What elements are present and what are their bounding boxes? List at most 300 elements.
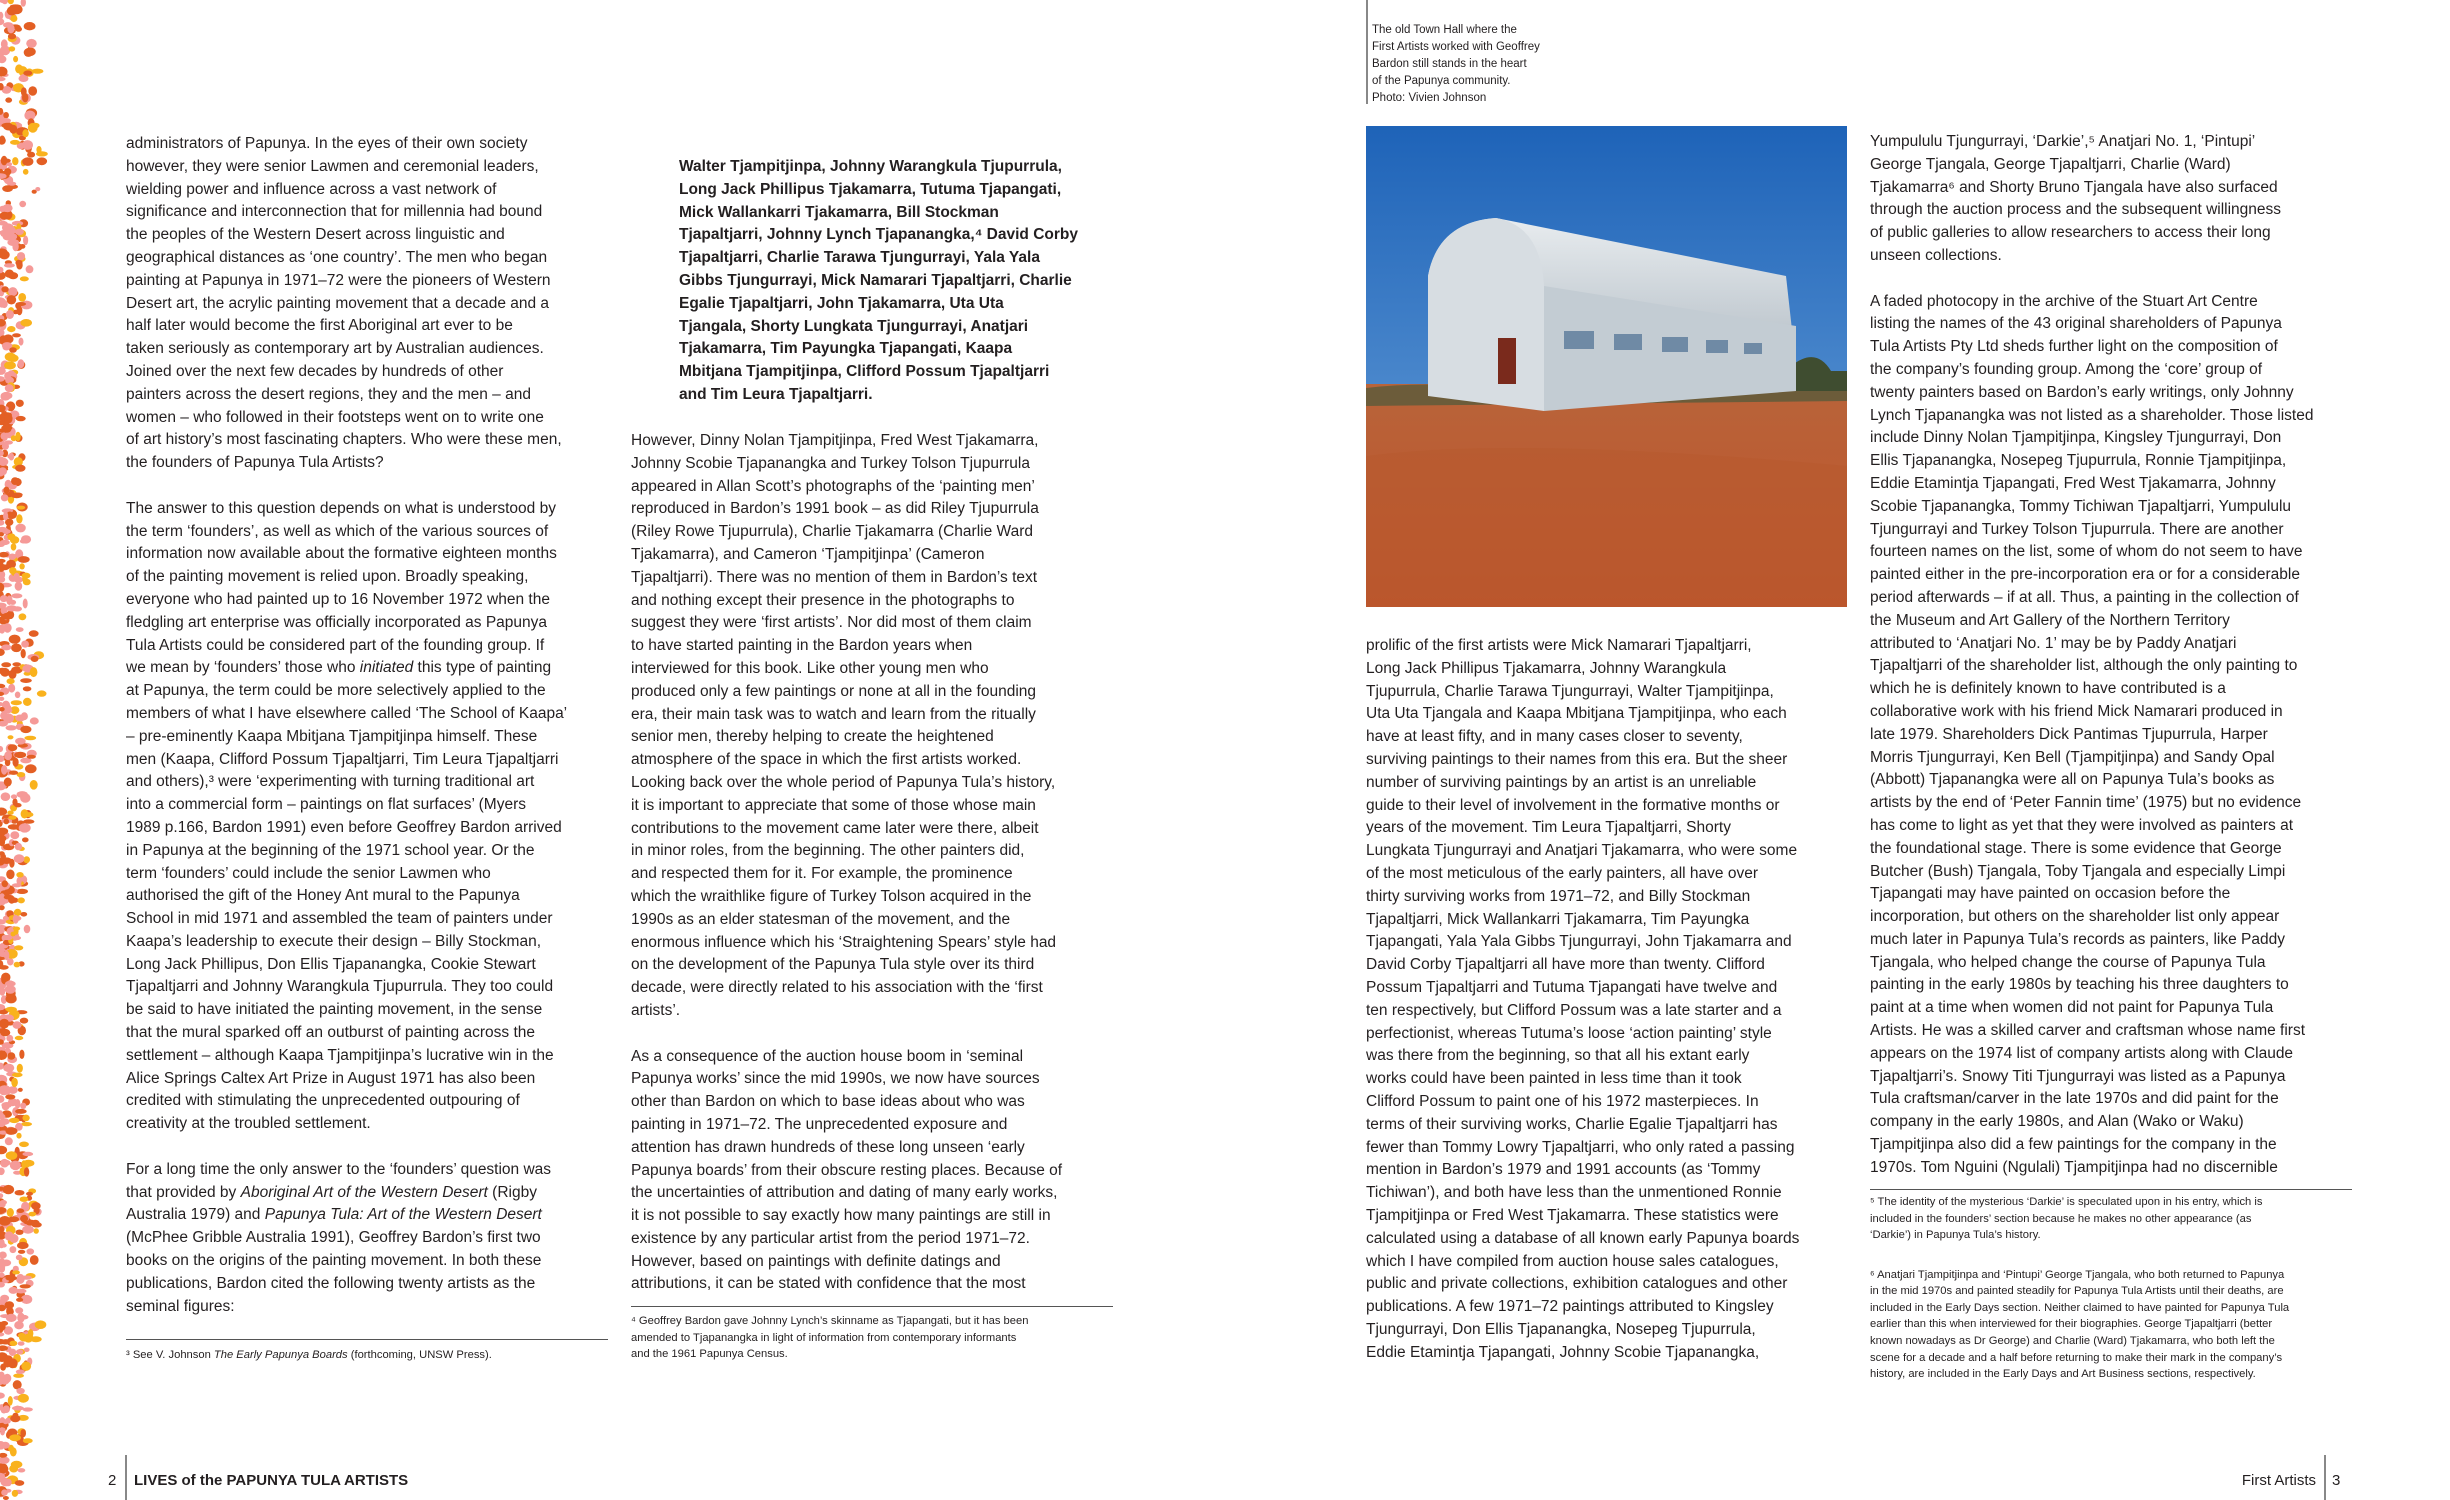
- text-span: this type of painting: [413, 659, 552, 677]
- paint-dot: [6, 995, 17, 1004]
- column-1: [126, 133, 608, 1318]
- paint-dot: [23, 70, 32, 75]
- paint-dot: [7, 326, 15, 332]
- text-line: 1989 p.166, Bardon 1991) even before Geoffrey Bardon arrived: [126, 818, 562, 836]
- paragraph: [631, 1313, 1113, 1363]
- text-line: 1990s as an elder statesman of the movement, and the: [631, 910, 1011, 928]
- paint-dot: [23, 698, 32, 706]
- paint-dot: [0, 1063, 4, 1070]
- paint-dot: [20, 1103, 26, 1109]
- paint-dot: [17, 252, 25, 260]
- text-line: Tjapaltjarri, Mick Wallankarri Tjakamarra, Tim Payungka: [1366, 910, 1750, 928]
- paint-dot: [1, 644, 11, 650]
- text-line: the uncertainties of attribution and dating of many early works,: [631, 1184, 1058, 1202]
- text-line: First Artists worked with Geoffrey: [1372, 41, 1540, 53]
- paint-dot: [0, 697, 4, 701]
- paint-dot: [18, 1333, 26, 1338]
- paragraph: [126, 1347, 608, 1364]
- paint-dot: [31, 656, 39, 662]
- paint-dot: [1, 765, 7, 775]
- text-line: amended to Tjapanangka in light of information from contemporary informants: [631, 1331, 1017, 1344]
- text-line: the Museum and Art Gallery of the Northern Territory: [1870, 611, 2230, 629]
- text-line: Long Jack Phillipus Tjakamarra, Johnny Warangkula: [1366, 659, 1727, 677]
- paint-dot: [6, 1127, 18, 1134]
- paint-dot: [14, 573, 20, 583]
- text-line: calculated using a database of all known early Papunya boards: [1366, 1229, 1800, 1247]
- paint-dot: [13, 758, 19, 767]
- paint-dot: [17, 1242, 29, 1249]
- paint-dot: [10, 1234, 19, 1243]
- paint-dot: [23, 1407, 33, 1411]
- text-line: unseen collections.: [1870, 246, 2002, 264]
- paragraph: [1870, 1267, 2352, 1383]
- text-line: Tichiwan’), and both have less than the unmentioned Ronnie: [1366, 1184, 1782, 1202]
- paint-dot: [3, 487, 9, 494]
- text-line: painting in 1971–72. The unprecedented exposure and: [631, 1115, 1008, 1133]
- paint-dot: [1, 662, 11, 667]
- paint-dot: [11, 435, 17, 441]
- paint-dot: [8, 287, 17, 296]
- text-line: Looking back over the whole period of Papunya Tula’s history,: [631, 773, 1056, 791]
- text-line: seminal figures:: [126, 1297, 235, 1315]
- paint-dot: [37, 157, 48, 165]
- paint-dot: [2, 880, 8, 887]
- paint-dot: [4, 819, 10, 825]
- text-line: Joined over the next few decades by hundreds of other: [126, 362, 504, 380]
- paint-dot: [21, 1276, 32, 1280]
- text-line: books on the origins of the painting movement. In both these: [126, 1252, 542, 1270]
- text-line: existence by any particular artist from the period 1971–72.: [631, 1229, 1030, 1247]
- text-line: and respected them for it. For example, the prominence: [631, 865, 1013, 883]
- paint-dot: [9, 1434, 21, 1441]
- text-line: in the mid 1970s and painted steadily for Papunya Tula Artists until their deaths, are: [1870, 1285, 2284, 1298]
- paint-dot: [20, 1215, 28, 1222]
- text-line: Tjangala, who helped change the course of Papunya Tula: [1870, 953, 2266, 971]
- paint-dot: [11, 593, 22, 598]
- text-line: in Papunya at the beginning of the 1971 school year. Or the: [126, 841, 535, 859]
- paint-dot: [12, 1490, 18, 1497]
- text-line: (Riley Rowe Tjupurrula), Charlie Tjakamarra (Charlie Ward: [631, 523, 1033, 541]
- paint-dot: [11, 477, 19, 485]
- paint-dot: [24, 1167, 29, 1176]
- paint-dot: [0, 905, 5, 910]
- paint-dot: [9, 46, 16, 51]
- paint-dot: [30, 1255, 39, 1265]
- paint-dot: [15, 738, 26, 745]
- paint-dot: [6, 671, 16, 676]
- paint-dot: [24, 22, 36, 30]
- paint-dot: [25, 764, 37, 773]
- paint-dot: [4, 778, 12, 787]
- text-line: perfectionist, whereas Tutuma’s loose ‘action painting’ style: [1366, 1024, 1772, 1042]
- paint-dot: [13, 927, 20, 931]
- paint-dot: [20, 276, 29, 281]
- paint-dot: [8, 1396, 13, 1406]
- paint-dot: [8, 735, 14, 739]
- text-line: included in the founders’ section because he makes no other appearance (as: [1870, 1212, 2252, 1225]
- paint-dot: [22, 1226, 34, 1234]
- text-line: interviewed for this book. Like other young men who: [631, 659, 989, 677]
- paint-dot: [13, 1021, 22, 1029]
- paint-dot: [15, 843, 22, 850]
- paint-dot: [5, 270, 14, 278]
- paint-dot: [6, 560, 16, 569]
- text-line: other than Bardon on which to base ideas about who was: [631, 1093, 1025, 1111]
- text-line: authorised the gift of the Honey Ant mural to the Papunya: [126, 887, 520, 905]
- text-line: was there from the beginning, so that all his extant early: [1366, 1047, 1750, 1065]
- text-line: painters across the desert regions, they and the men – and: [126, 385, 531, 403]
- page-number-left: 2: [108, 1472, 117, 1489]
- text-line: has come to light as yet that they were involved as painters at: [1870, 816, 2294, 834]
- text-line: Photo: Vivien Johnson: [1372, 92, 1487, 104]
- paint-dot: [5, 1301, 15, 1309]
- text-line: late 1979. Shareholders Dick Pantimas Tjupurrula, Harper: [1870, 725, 2268, 743]
- paragraph: [679, 156, 1113, 407]
- paint-dot: [10, 140, 20, 145]
- paint-dot: [27, 755, 36, 759]
- paint-dot: [7, 678, 15, 684]
- paint-dot: [2, 1104, 10, 1111]
- text-line: listing the names of the 43 original shareholders of Papunya: [1870, 315, 2282, 333]
- paint-dot: [3, 22, 13, 28]
- footer-rule-left: [125, 1455, 127, 1500]
- text-line: fledgling art enterprise was officially incorporated as Papunya: [126, 613, 548, 631]
- text-line: and Tim Leura Tjapaltjarri.: [679, 385, 873, 403]
- text-line: in minor roles, from the beginning. The other painters did,: [631, 842, 1025, 860]
- paint-dot: [0, 1193, 3, 1198]
- text-span: we mean by ‘founders’ those who: [126, 659, 360, 677]
- town-hall-photo: [1366, 126, 1847, 607]
- footnote-rule: [631, 1306, 1113, 1307]
- text-line: Tjakamarra, Tim Payungka Tjapangati, Kaapa: [679, 340, 1013, 358]
- text-line: and nothing except their presence in the photographs to: [631, 591, 1015, 609]
- text-line: the foundational stage. There is some evidence that George: [1870, 839, 2282, 857]
- text-span: that provided by: [126, 1183, 241, 1201]
- paint-dot: [15, 1480, 25, 1486]
- text-line: the company’s founding group. Among the ‘core’ group of: [1870, 360, 2263, 378]
- paint-dot: [0, 1168, 5, 1176]
- paint-dot: [10, 15, 17, 22]
- paint-dot: [12, 1270, 20, 1274]
- paint-dot: [22, 157, 33, 166]
- paint-dot: [13, 1374, 24, 1378]
- text-line: years of the movement. Tim Leura Tjapaltjarri, Shorty: [1366, 819, 1731, 837]
- paint-dot: [12, 1406, 24, 1411]
- paint-dot: [12, 537, 17, 541]
- paint-dot: [16, 302, 26, 306]
- text-line: it is important to appreciate that some of those whose main: [631, 796, 1036, 814]
- paint-dot: [10, 1341, 18, 1346]
- paint-dot: [21, 1122, 32, 1126]
- paint-dot: [21, 641, 29, 648]
- text-line: the term ‘founders’, as well as which of the various sources of: [126, 522, 549, 540]
- paint-dot: [36, 151, 48, 156]
- paint-dot: [18, 1088, 23, 1092]
- paint-dot: [14, 962, 21, 968]
- paint-dot: [0, 808, 7, 816]
- paint-dot: [9, 600, 16, 605]
- paint-dot: [6, 1314, 17, 1322]
- text-line: to have started painting in the Bardon years when: [631, 637, 973, 655]
- text-line: number of surviving paintings by an artist is an unreliable: [1366, 773, 1757, 791]
- text-line: Clifford Possum to paint one of his 1972 masterpieces. In: [1366, 1092, 1759, 1110]
- paint-dot: [1, 494, 9, 501]
- text-line: however, they were senior Lawmen and ceremonial leaders,: [126, 157, 539, 175]
- paint-dot: [5, 353, 16, 362]
- text-line: paint at a time when women did not paint for Papunya Tula: [1870, 999, 2274, 1017]
- paint-dot: [30, 667, 38, 677]
- paint-dot: [20, 912, 27, 917]
- text-line: The answer to this question depends on what is understood by: [126, 499, 556, 517]
- paint-dot: [0, 0, 9, 3]
- paint-dot: [8, 0, 14, 4]
- paint-dot: [23, 599, 28, 609]
- paint-dot: [4, 372, 11, 380]
- paint-dot: [25, 812, 34, 817]
- paint-dot: [15, 465, 25, 472]
- text-line: Tjakamarra⁶ and Shorty Bruno Tjangala have also surfaced: [1870, 178, 2278, 196]
- italic-title: initiated: [359, 659, 414, 677]
- paint-dot: [21, 712, 28, 720]
- paint-dot: [4, 751, 12, 760]
- paint-dot: [26, 39, 37, 48]
- text-line: Tjapaltjarri, Charlie Tarawa Tjungurrayi, Yala Yala: [679, 249, 1040, 267]
- paint-dot: [3, 1185, 14, 1194]
- text-line: enormous influence which his ‘Straightening Spears’ style had: [631, 933, 1057, 951]
- paint-dot: [0, 1457, 10, 1464]
- paint-dot: [8, 182, 16, 186]
- text-line: 1970s. Tom Nguini (Ngulali) Tjampitjinpa had no discernible: [1870, 1158, 2278, 1176]
- text-span: Australia 1979) and: [126, 1206, 265, 1224]
- paint-dot: [17, 506, 26, 510]
- paint-dot: [2, 426, 11, 433]
- paint-dot: [18, 359, 25, 368]
- paint-dot: [16, 889, 28, 894]
- paint-dot: [22, 140, 33, 150]
- text-line: Bardon still stands in the heart: [1372, 58, 1527, 70]
- footnotes-5-6: [1870, 1194, 2352, 1383]
- text-line: appears on the 1974 list of company artists along with Claude: [1870, 1044, 2294, 1062]
- paint-dot: [10, 1161, 21, 1171]
- text-line: significance and interconnection that for millennia had bound: [126, 203, 543, 221]
- paint-dot: [30, 1336, 42, 1342]
- paint-dot: [23, 686, 32, 691]
- paint-dot: [31, 123, 40, 129]
- text-line: through the auction process and the subsequent willingness: [1870, 201, 2282, 219]
- text-line: Artists. He was a skilled carver and craftsman whose name first: [1870, 1022, 2306, 1040]
- paint-dot: [3, 1405, 10, 1413]
- paint-dot: [21, 1362, 31, 1371]
- footnote-3: [126, 1347, 608, 1364]
- text-line: known nowadays as Dr George) and Charlie (Ward) Tjakamarra, who both left the: [1870, 1334, 2275, 1347]
- paint-dot: [35, 1320, 47, 1329]
- paint-dot: [22, 129, 28, 137]
- text-line: Tjapaltjarri). There was no mention of them in Bardon’s text: [631, 568, 1038, 586]
- paint-dot: [12, 662, 21, 666]
- paint-dot: [12, 157, 18, 165]
- paint-dot: [9, 1118, 20, 1123]
- text-line: Walter Tjampitjinpa, Johnny Warangkula Tjupurrula,: [679, 158, 1062, 175]
- text-span: ³ See V. Johnson: [126, 1349, 214, 1361]
- paint-dot: [3, 1419, 8, 1424]
- paint-dot: [13, 915, 19, 924]
- footnote-rule: [1870, 1189, 2352, 1190]
- paint-dot: [6, 725, 17, 730]
- paint-dot: [0, 458, 8, 466]
- paint-dot: [8, 744, 18, 751]
- paint-dot: [19, 201, 26, 207]
- text-line: Tjampitjinpa also did a few paintings for the company in the: [1870, 1136, 2277, 1154]
- text-line: senior men, thereby helping to create the heightened: [631, 728, 994, 746]
- text-line: surviving paintings to their names from this era. But the sheer: [1366, 750, 1788, 768]
- paint-dot: [20, 539, 28, 543]
- paragraph: [126, 498, 608, 1136]
- paint-dot: [35, 187, 40, 191]
- text-line: Tjungurrayi, Don Ellis Tjapanangka, Nosepeg Tjupurrula,: [1366, 1320, 1756, 1338]
- footnote-4: [631, 1313, 1113, 1363]
- text-line: geographical distances as ‘one country’. The men who began: [126, 248, 548, 266]
- paint-dot: [0, 965, 9, 970]
- paint-dot: [9, 554, 17, 560]
- text-line: mention in Bardon’s 1979 and 1991 accounts (as ‘Tommy: [1366, 1161, 1761, 1179]
- text-line: Johnny Scobie Tjapanangka and Turkey Tolson Tjupurrula: [631, 454, 1030, 472]
- paint-dot: [26, 1192, 33, 1196]
- paint-dot: [37, 690, 47, 696]
- seminal-artists-list: [679, 156, 1113, 407]
- text-line: taken seriously as contemporary art by Australian audiences.: [126, 340, 544, 358]
- text-line: painting at Papunya in 1971–72 were the pioneers of Western: [126, 271, 551, 289]
- text-line: ‘Darkie’) in Papunya Tula’s history.: [1870, 1229, 2041, 1242]
- text-line: be said to have initiated the painting movement, in the sense: [126, 1001, 543, 1019]
- paint-dot: [22, 573, 31, 579]
- paint-dot: [13, 936, 21, 940]
- paint-dot: [3, 204, 13, 212]
- paint-dot: [7, 6, 17, 15]
- text-line: Butcher (Bush) Tjangala, Toby Tjangala and especially Limpi: [1870, 862, 2286, 880]
- paint-dot: [0, 77, 6, 82]
- paint-dot: [15, 1109, 27, 1114]
- paint-dot: [7, 1067, 13, 1073]
- text-line: which I have compiled from auction house sales catalogues,: [1366, 1252, 1779, 1270]
- text-line: company in the early 1980s, and Alan (Wako or Waku): [1870, 1113, 2244, 1131]
- paragraph: [1870, 291, 2352, 1180]
- paint-dot: [9, 635, 21, 644]
- paint-dot: [10, 1415, 20, 1423]
- paint-dot: [15, 1036, 24, 1040]
- text-line: Ellis Tjapanangka, Nosepeg Tjupurrula, Ronnie Tjampitjinpa,: [1870, 452, 2287, 470]
- paint-dot: [2, 185, 13, 192]
- paragraph: [126, 1159, 608, 1319]
- text-line: Desert art, the acrylic painting movement that a decade and a: [126, 294, 550, 312]
- text-line: [126, 1347, 608, 1364]
- paint-dot: [16, 416, 26, 421]
- paint-dot: [23, 236, 28, 246]
- text-line: and the 1961 Papunya Census.: [631, 1348, 788, 1361]
- paint-dot: [19, 613, 27, 620]
- paint-dot: [3, 1496, 9, 1500]
- italic-title: Aboriginal Art of the Western Desert: [240, 1183, 488, 1201]
- text-line: painted either in the pre-incorporation era or for a considerable: [1870, 566, 2300, 584]
- text-line: collaborative work with his friend Mick Namarari produced in: [1870, 702, 2283, 720]
- running-title-left: LIVES of the PAPUNYA TULA ARTISTS: [134, 1472, 409, 1489]
- text-line: of the Papunya community.: [1372, 75, 1511, 87]
- paint-dot: [5, 1137, 13, 1145]
- text-line: [126, 657, 608, 680]
- paint-dot: [4, 361, 16, 369]
- text-line: publications. A few 1971–72 paintings attributed to Kingsley: [1366, 1298, 1774, 1316]
- column-2: [631, 430, 1113, 1296]
- text-line: – pre-eminently Kaapa Mbitjana Tjampitjinpa himself. These: [126, 727, 538, 745]
- text-line: decade, were directly related to his association with the ‘first: [631, 979, 1043, 997]
- paint-dot: [11, 1078, 18, 1087]
- paint-dot: [16, 1255, 23, 1261]
- paint-dot: [0, 746, 3, 752]
- paint-dot: [5, 981, 16, 987]
- paint-dot: [14, 854, 25, 863]
- paint-dot: [21, 0, 26, 7]
- paint-dot: [15, 582, 23, 591]
- paint-dot: [0, 1252, 7, 1259]
- paint-dot: [9, 1349, 16, 1356]
- paint-dot: [20, 678, 32, 683]
- paint-dot: [22, 837, 29, 842]
- paint-dot: [8, 896, 15, 904]
- paint-dot: [15, 27, 22, 32]
- paint-dot: [6, 233, 17, 240]
- paint-dot: [20, 1284, 31, 1288]
- paint-dot: [1, 123, 13, 128]
- paint-dot: [5, 1276, 17, 1281]
- text-line: much later in Papunya Tula’s records as painters, like Paddy: [1870, 930, 2285, 948]
- paint-dot: [9, 771, 18, 775]
- text-line: A faded photocopy in the archive of the Stuart Art Centre: [1870, 292, 2258, 310]
- paint-dot: [19, 1050, 24, 1059]
- text-line: of public galleries to allow researchers to access their long: [1870, 224, 2271, 242]
- text-line: Uta Uta Tjangala and Kaapa Mbitjana Tjampitjinpa, who each: [1366, 705, 1787, 723]
- text-line: Lynch Tjapanangka was not listed as a shareholder. Those listed: [1870, 406, 2314, 424]
- paint-dot: [3, 1355, 13, 1362]
- paint-dot: [15, 229, 24, 235]
- paint-dot: [0, 1364, 6, 1371]
- paint-dot: [23, 169, 29, 175]
- text-line: ⁵ The identity of the mysterious ‘Darkie’ is speculated upon in his entry, which is: [1870, 1196, 2263, 1208]
- text-line: Yumpululu Tjungurrayi, ‘Darkie’,⁵ Anatjari No. 1, ‘Pintupi’: [1870, 133, 2256, 150]
- paint-dot: [19, 338, 24, 346]
- paint-dot: [16, 1230, 24, 1235]
- text-line: fourteen names on the list, some of whom do not seem to have: [1870, 543, 2303, 561]
- text-line: Tjungurrayi and Turkey Tolson Tjupurrula. There are another: [1870, 520, 2284, 538]
- paint-dot: [1, 1442, 10, 1449]
- paint-dot: [0, 118, 11, 123]
- paint-dot: [15, 1099, 21, 1109]
- paint-dot: [16, 261, 22, 270]
- text-line: For a long time the only answer to the ‘founders’ question was: [126, 1160, 552, 1178]
- paint-dot: [22, 1115, 29, 1122]
- paint-dot: [10, 1246, 17, 1253]
- paint-dot: [12, 883, 22, 887]
- paint-dot: [27, 1248, 35, 1254]
- text-line: [126, 1182, 608, 1205]
- paint-dot: [11, 644, 22, 653]
- text-line: Mick Wallankarri Tjakamarra, Bill Stockman: [679, 203, 999, 221]
- paint-dot: [14, 752, 26, 758]
- paint-dot: [20, 1018, 28, 1024]
- text-line: administrators of Papunya. In the eyes of their own society: [126, 135, 528, 152]
- paragraph: [1366, 635, 1848, 1365]
- paint-dot: [21, 649, 26, 658]
- dot-painting-border: [0, 0, 60, 1500]
- paint-dot: [11, 700, 22, 705]
